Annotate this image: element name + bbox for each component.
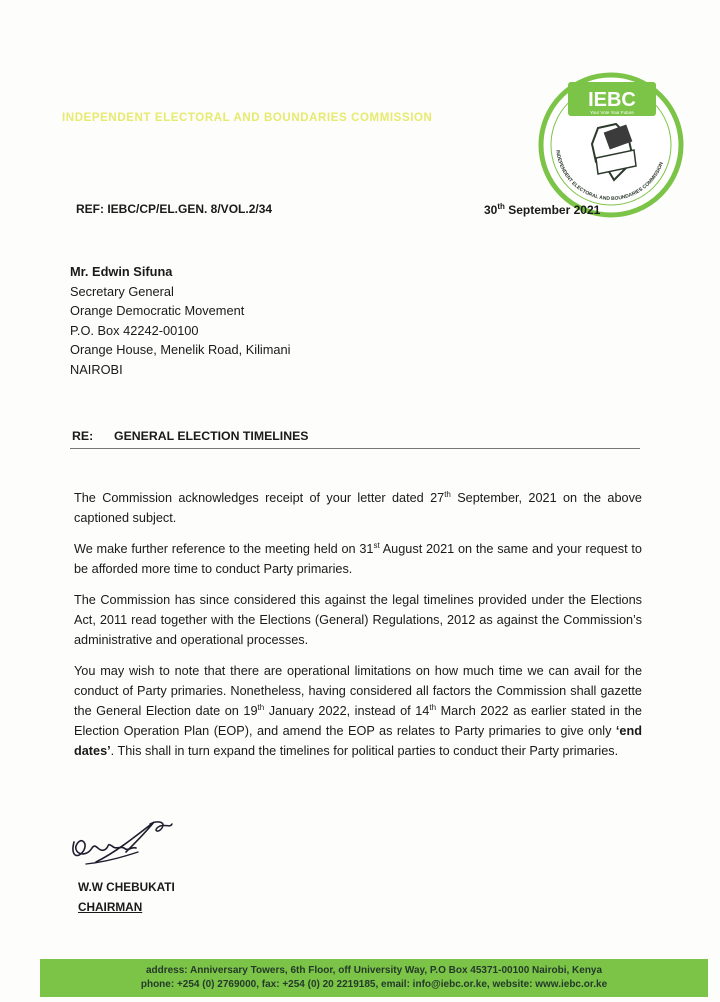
letter-date [484, 202, 600, 217]
p4-text-c: March 2022 as earlier stated in the Election Operation Plan (EOP), and amend the EOP as relates to Party primaries to give only [74, 704, 642, 738]
p4-text-d: . This shall in turn expand the timelines for political parties to conduct their Party primaries. [110, 744, 619, 758]
letter-footer [40, 959, 708, 997]
p2-sup: st [373, 541, 380, 550]
p2-text-a: We make further reference to the meeting held on 31 [74, 542, 374, 556]
signer-name: W.W CHEBUKATI [78, 880, 175, 894]
body-paragraph-3: The Commission has since considered this against the legal timelines provided under the Elections Act, 2011 read together with the Elections (General) Regulations, 2012 as against the Commission’s administrative and operational processes. [74, 593, 642, 647]
iebc-logo-emblem [536, 70, 686, 220]
letter-date-rest: September 2021 [504, 203, 601, 217]
recipient-title: Secretary General [70, 283, 174, 299]
reference-line [76, 202, 636, 220]
iebc-logo [536, 70, 686, 220]
body-paragraph-2 [74, 539, 642, 579]
logo-text: IEBC [588, 89, 636, 111]
recipient-po-box: P.O. Box 42242-00100 [70, 322, 199, 338]
subject-divider [70, 448, 640, 449]
recipient-organisation: Orange Democratic Movement [70, 303, 245, 319]
recipient-city: NAIROBI [70, 361, 123, 377]
p2-text-b: August 2021 on the same and your request to be afforded more time to conduct Party primaries. [74, 542, 642, 576]
p4-sup-2: th [429, 703, 437, 712]
p4-text-b: January 2022, instead of 14 [264, 704, 430, 718]
p1-text-a: The Commission acknowledges receipt of your letter dated 27 [74, 491, 445, 505]
subject-line [72, 429, 309, 443]
letter-body [74, 488, 642, 761]
body-paragraph-1 [74, 488, 642, 528]
footer-contacts: phone: +254 (0) 2769000, fax: +254 (0) 20 2219185, email: info@iebc.or.ke, website: www.iebc.or.ke [140, 979, 608, 990]
footer-address: address: Anniversary Towers, 6th Floor, off University Way, P.O Box 45371-00100 Nairobi, Kenya [145, 965, 603, 976]
signer-title: CHAIRMAN [78, 900, 143, 914]
letterhead-commission-name: INDEPENDENT ELECTORAL AND BOUNDARIES COMMISSION [62, 112, 433, 124]
body-paragraph-4 [74, 661, 642, 761]
reference-number: REF: IEBC/CP/EL.GEN. 8/VOL.2/34 [76, 202, 273, 216]
p4-sup-1: th [257, 703, 265, 712]
signer-block [78, 877, 175, 917]
p4-quote: ‘end dates’ [74, 724, 642, 758]
handwritten-signature [66, 812, 176, 874]
p4-text-a: You may wish to note that there are operational limitations on how much time we can avail for the conduct of Party primaries. Nonetheless, having considered all factors the Commission shall gazette the General Election date on 19 [74, 664, 642, 718]
p1-text-b: September, 2021 on the above captioned subject. [74, 491, 642, 525]
p1-sup: th [444, 490, 451, 499]
letter-date-suffix: th [497, 202, 505, 211]
logo-tagline: Your Vote Your Future [590, 110, 634, 115]
logo-ring-text: INDEPENDENT ELECTORAL AND BOUNDARIES COMMISSION [554, 149, 665, 203]
subject-text: GENERAL ELECTION TIMELINES [114, 429, 309, 443]
letter-date-day: 30 [484, 203, 498, 217]
recipient-name: Mr. Edwin Sifuna [70, 264, 173, 279]
subject-label: RE: [72, 429, 94, 443]
recipient-address [70, 262, 470, 380]
recipient-street: Orange House, Menelik Road, Kilimani [70, 342, 291, 358]
